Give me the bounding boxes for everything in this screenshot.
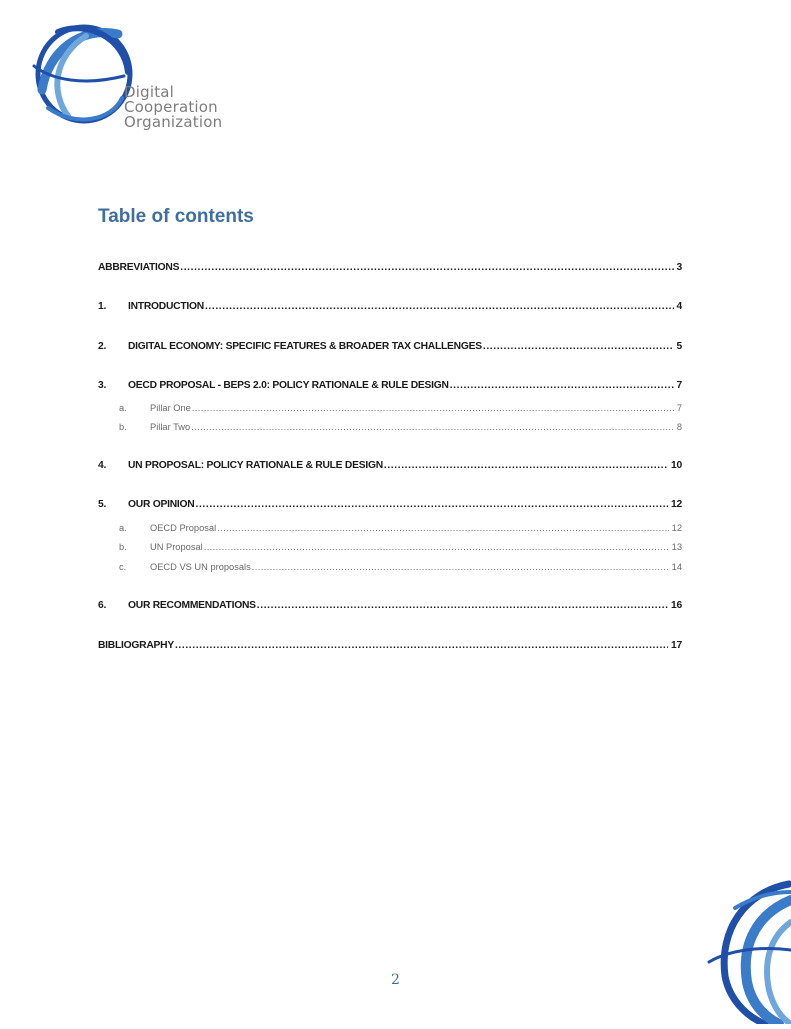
toc-page-number: 14 [671, 562, 682, 572]
toc-entry-recommendations[interactable] [98, 600, 682, 611]
toc-entry-number: 4. [98, 460, 107, 471]
toc-dot-leader [252, 562, 669, 572]
toc-subentry-oecd-vs-un[interactable] [119, 562, 682, 572]
toc-entry-label: OUR RECOMMENDATIONS [128, 600, 256, 611]
toc-entry-our-opinion[interactable] [98, 499, 682, 510]
toc-page-number: 16 [671, 600, 682, 611]
toc-dot-leader [192, 403, 674, 413]
logo-text-line-3: Organization [124, 113, 223, 131]
toc-subentry-pillar-two[interactable] [119, 422, 682, 432]
toc-subentry-number: c. [119, 562, 127, 572]
toc-entry-oecd-proposal[interactable] [98, 380, 682, 391]
toc-subentry-number: b. [119, 422, 127, 432]
toc-page-number: 17 [671, 640, 682, 651]
toc-entry-label: UN PROPOSAL: POLICY RATIONALE & RULE DESIGN [128, 460, 383, 471]
toc-dot-leader [191, 422, 674, 432]
toc-page-number: 3 [676, 262, 682, 273]
toc-entry-number: 3. [98, 380, 107, 391]
toc-entry-un-proposal[interactable] [98, 460, 682, 471]
toc-page-number: 7 [676, 403, 682, 413]
toc-dot-leader [175, 640, 668, 651]
toc-page-number: 7 [676, 380, 682, 391]
toc-entry-label: INTRODUCTION [128, 301, 204, 312]
toc-dot-leader [204, 542, 669, 552]
toc-page-number: 12 [671, 523, 682, 533]
page-title: Table of contents [98, 206, 254, 227]
toc-dot-leader [483, 341, 674, 352]
toc-subentry-label: OECD Proposal [150, 523, 217, 533]
toc-subentry-label: UN Proposal [150, 542, 203, 552]
toc-entry-label: DIGITAL ECONOMY: SPECIFIC FEATURES & BROADER TAX CHALLENGES [128, 341, 482, 352]
corner-emblem-icon [705, 878, 791, 1024]
corner-swoosh-icon [705, 878, 791, 1024]
toc-subentry-label: Pillar Two [150, 422, 191, 432]
toc-page-number: 12 [671, 499, 682, 510]
toc-subentry-pillar-one[interactable] [119, 403, 682, 413]
toc-subentry-oecd-proposal[interactable] [119, 523, 682, 533]
toc-entry-number: 2. [98, 341, 107, 352]
toc-subentry-label: OECD VS UN proposals [150, 562, 251, 572]
page-number: 2 [391, 972, 400, 988]
toc-entry-label: ABBREVIATIONS [98, 262, 180, 273]
logo-text-line-1: Digital [124, 83, 175, 101]
toc-subentry-number: a. [119, 403, 127, 413]
toc-entry-label: BIBLIOGRAPHY [98, 640, 174, 651]
toc-dot-leader [257, 600, 668, 611]
toc-entry-label: OUR OPINION [128, 499, 195, 510]
toc-subentry-number: b. [119, 542, 127, 552]
toc-dot-leader [205, 301, 674, 312]
logo-text-line-2: Cooperation [124, 98, 218, 116]
toc-subentry-un-proposal[interactable] [119, 542, 682, 552]
toc-page-number: 5 [676, 341, 682, 352]
toc-entry-number: 1. [98, 301, 107, 312]
toc-subentry-number: a. [119, 523, 127, 533]
toc-page-number: 10 [671, 460, 682, 471]
toc-dot-leader [195, 499, 668, 510]
toc-entry-digital-economy[interactable] [98, 341, 682, 352]
organization-logo [28, 12, 228, 140]
toc-subentry-label: Pillar One [150, 403, 191, 413]
toc-page-number: 4 [676, 301, 682, 312]
toc-page-number: 8 [676, 422, 682, 432]
toc-page-number: 13 [671, 542, 682, 552]
toc-dot-leader [450, 380, 674, 391]
toc-entry-abbreviations[interactable] [98, 262, 682, 273]
toc-entry-bibliography[interactable] [98, 640, 682, 651]
toc-dot-leader [217, 523, 669, 533]
toc-entry-number: 5. [98, 499, 107, 510]
toc-entry-number: 6. [98, 600, 107, 611]
toc-entry-label: OECD PROPOSAL - BEPS 2.0: POLICY RATIONALE & RULE DESIGN [128, 380, 449, 391]
toc-dot-leader [180, 262, 673, 273]
toc-entry-introduction[interactable] [98, 301, 682, 312]
toc-dot-leader [384, 460, 668, 471]
